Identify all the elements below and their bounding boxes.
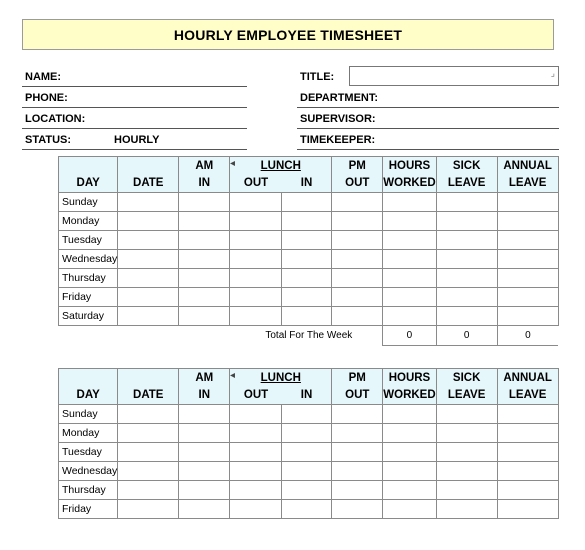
- lunch-out-cell[interactable]: [230, 500, 282, 519]
- lunch-out-cell[interactable]: [230, 462, 282, 481]
- lunch-in-cell[interactable]: [282, 443, 332, 462]
- day-cell: Sunday: [59, 193, 118, 212]
- am-in-cell[interactable]: [179, 231, 230, 250]
- phone-label: PHONE:: [25, 92, 68, 104]
- header-lunch-out: OUT: [230, 387, 282, 405]
- table-row: [59, 500, 559, 519]
- week2-timesheet-table: [58, 368, 559, 519]
- table-row: [59, 250, 559, 269]
- lunch-out-cell[interactable]: [230, 250, 282, 269]
- pm-out-cell[interactable]: [332, 250, 383, 269]
- header-pm: PM: [332, 157, 383, 175]
- am-in-cell[interactable]: [179, 307, 230, 326]
- header-lunch: [230, 157, 332, 175]
- am-in-cell[interactable]: [179, 193, 230, 212]
- lunch-in-cell[interactable]: [282, 424, 332, 443]
- sick-leave-cell[interactable]: [436, 462, 497, 481]
- day-cell: Friday: [59, 288, 118, 307]
- lunch-in-cell[interactable]: [282, 462, 332, 481]
- pm-out-cell[interactable]: [332, 405, 383, 424]
- hours-worked-cell[interactable]: [383, 462, 436, 481]
- department-field[interactable]: [297, 88, 559, 108]
- title-label: TITLE:: [300, 71, 335, 83]
- day-cell: Thursday: [59, 481, 118, 500]
- status-value: HOURLY: [114, 134, 160, 146]
- lunch-in-cell[interactable]: [282, 193, 332, 212]
- table-row: [59, 193, 559, 212]
- lunch-label: LUNCH: [260, 371, 301, 384]
- day-cell: Monday: [59, 212, 118, 231]
- header-lunch-in: IN: [282, 387, 332, 405]
- header-hours: HOURS: [383, 157, 436, 175]
- header-blank: [118, 157, 179, 175]
- pm-out-cell[interactable]: [332, 481, 383, 500]
- timesheet-title: HOURLY EMPLOYEE TIMESHEET: [22, 19, 554, 50]
- header-hours: HOURS: [383, 369, 436, 387]
- table-row: [59, 443, 559, 462]
- pm-out-cell[interactable]: [332, 424, 383, 443]
- header-pm-out: OUT: [332, 387, 383, 405]
- lunch-in-cell[interactable]: [282, 500, 332, 519]
- sick-leave-cell[interactable]: [436, 424, 497, 443]
- lunch-out-cell[interactable]: [230, 424, 282, 443]
- status-field[interactable]: [22, 130, 247, 150]
- header-date: DATE: [118, 175, 179, 193]
- status-label: STATUS:: [25, 134, 72, 146]
- title-field-label-wrap: [297, 67, 349, 87]
- total-label: Total For The Week: [265, 330, 353, 342]
- table-row: [59, 481, 559, 500]
- header-annual: ANNUAL: [497, 369, 558, 387]
- date-cell[interactable]: [118, 500, 179, 519]
- header-annual-leave: LEAVE: [497, 387, 558, 405]
- sick-leave-cell[interactable]: [436, 443, 497, 462]
- lunch-in-cell[interactable]: [282, 288, 332, 307]
- total-row: [59, 326, 559, 346]
- location-label: LOCATION:: [25, 113, 86, 125]
- date-cell[interactable]: [118, 462, 179, 481]
- total-hours: 0: [383, 326, 436, 346]
- annual-leave-cell[interactable]: [497, 307, 558, 326]
- pm-out-cell[interactable]: [332, 231, 383, 250]
- sick-leave-cell[interactable]: [436, 500, 497, 519]
- hours-worked-cell[interactable]: [383, 481, 436, 500]
- annual-leave-cell[interactable]: [497, 443, 558, 462]
- table-row: [59, 307, 559, 326]
- total-sick: 0: [436, 326, 497, 346]
- annual-leave-cell[interactable]: [497, 250, 558, 269]
- header-sick: SICK: [436, 369, 497, 387]
- header-blank: [118, 369, 179, 387]
- lunch-in-cell[interactable]: [282, 405, 332, 424]
- lunch-out-cell[interactable]: [230, 231, 282, 250]
- am-in-cell[interactable]: [179, 443, 230, 462]
- am-in-cell[interactable]: [179, 212, 230, 231]
- am-in-cell[interactable]: [179, 424, 230, 443]
- annual-leave-cell[interactable]: [497, 193, 558, 212]
- sick-leave-cell[interactable]: [436, 481, 497, 500]
- lunch-out-cell[interactable]: [230, 212, 282, 231]
- table-row: [59, 288, 559, 307]
- annual-leave-cell[interactable]: [497, 288, 558, 307]
- day-cell: Wednesday: [59, 250, 118, 269]
- header-day: DAY: [59, 175, 118, 193]
- week1-rows: [59, 193, 559, 326]
- total-annual: 0: [497, 326, 558, 346]
- annual-leave-cell[interactable]: [497, 462, 558, 481]
- header-annual: ANNUAL: [497, 157, 558, 175]
- am-in-cell[interactable]: [179, 481, 230, 500]
- header-worked: WORKED: [383, 175, 436, 193]
- hours-worked-cell[interactable]: [383, 405, 436, 424]
- pm-out-cell[interactable]: [332, 500, 383, 519]
- name-label: NAME:: [25, 71, 62, 83]
- sick-leave-cell[interactable]: [436, 193, 497, 212]
- date-cell[interactable]: [118, 307, 179, 326]
- lunch-in-cell[interactable]: [282, 250, 332, 269]
- am-in-cell[interactable]: [179, 288, 230, 307]
- resize-handle-icon: ⌟: [550, 68, 555, 78]
- header-date: DATE: [118, 387, 179, 405]
- header-blank: [59, 369, 118, 387]
- hours-worked-cell[interactable]: [383, 443, 436, 462]
- department-label: DEPARTMENT:: [300, 92, 379, 104]
- hours-worked-cell[interactable]: [383, 424, 436, 443]
- pm-out-cell[interactable]: [332, 212, 383, 231]
- lunch-in-cell[interactable]: [282, 212, 332, 231]
- sick-leave-cell[interactable]: [436, 288, 497, 307]
- header-sick: SICK: [436, 157, 497, 175]
- date-cell[interactable]: [118, 212, 179, 231]
- day-cell: Friday: [59, 500, 118, 519]
- sick-leave-cell[interactable]: [436, 307, 497, 326]
- sick-leave-cell[interactable]: [436, 250, 497, 269]
- header-worked: WORKED: [383, 387, 436, 405]
- lunch-out-cell[interactable]: [230, 443, 282, 462]
- phone-field[interactable]: [22, 88, 247, 108]
- am-in-cell[interactable]: [179, 462, 230, 481]
- hours-worked-cell[interactable]: [383, 307, 436, 326]
- am-in-cell[interactable]: [179, 269, 230, 288]
- table-row: [59, 405, 559, 424]
- date-cell[interactable]: [118, 481, 179, 500]
- lunch-out-cell[interactable]: [230, 307, 282, 326]
- am-in-cell[interactable]: [179, 405, 230, 424]
- hours-worked-cell[interactable]: [383, 269, 436, 288]
- date-cell[interactable]: [118, 443, 179, 462]
- pm-out-cell[interactable]: [332, 193, 383, 212]
- annual-leave-cell[interactable]: [497, 231, 558, 250]
- hours-worked-cell[interactable]: [383, 193, 436, 212]
- date-cell[interactable]: [118, 424, 179, 443]
- hours-worked-cell[interactable]: [383, 231, 436, 250]
- supervisor-field[interactable]: [297, 109, 559, 129]
- arrow-left-icon: ◀: [230, 373, 235, 379]
- arrow-left-icon: ◀: [230, 161, 235, 167]
- header-annual-leave: LEAVE: [497, 175, 558, 193]
- date-cell[interactable]: [118, 231, 179, 250]
- table-row: [59, 462, 559, 481]
- day-cell: Sunday: [59, 405, 118, 424]
- date-cell[interactable]: [118, 405, 179, 424]
- annual-leave-cell[interactable]: [497, 405, 558, 424]
- table-row: [59, 212, 559, 231]
- am-in-cell[interactable]: [179, 500, 230, 519]
- date-cell[interactable]: [118, 250, 179, 269]
- header-pm: PM: [332, 369, 383, 387]
- day-cell: Tuesday: [59, 231, 118, 250]
- week2-rows: [59, 405, 559, 519]
- title-input[interactable]: [349, 66, 559, 86]
- pm-out-cell[interactable]: [332, 307, 383, 326]
- supervisor-label: SUPERVISOR:: [300, 113, 376, 125]
- lunch-out-cell[interactable]: [230, 269, 282, 288]
- hours-worked-cell[interactable]: [383, 288, 436, 307]
- hours-worked-cell[interactable]: [383, 250, 436, 269]
- name-field[interactable]: [22, 67, 247, 87]
- annual-leave-cell[interactable]: [497, 212, 558, 231]
- day-cell: Monday: [59, 424, 118, 443]
- date-cell[interactable]: [118, 269, 179, 288]
- sick-leave-cell[interactable]: [436, 231, 497, 250]
- pm-out-cell[interactable]: [332, 462, 383, 481]
- table-row: [59, 424, 559, 443]
- day-cell: Thursday: [59, 269, 118, 288]
- lunch-in-cell[interactable]: [282, 307, 332, 326]
- week1-timesheet-table: [58, 156, 559, 346]
- lunch-in-cell[interactable]: [282, 269, 332, 288]
- day-cell: Tuesday: [59, 443, 118, 462]
- date-cell[interactable]: [118, 193, 179, 212]
- header-sick-leave: LEAVE: [436, 387, 497, 405]
- day-cell: Wednesday: [59, 462, 118, 481]
- annual-leave-cell[interactable]: [497, 500, 558, 519]
- pm-out-cell[interactable]: [332, 269, 383, 288]
- day-cell: Saturday: [59, 307, 118, 326]
- annual-leave-cell[interactable]: [497, 481, 558, 500]
- header-am: AM: [179, 369, 230, 387]
- lunch-label: LUNCH: [260, 159, 301, 172]
- sick-leave-cell[interactable]: [436, 212, 497, 231]
- header-lunch-in: IN: [282, 175, 332, 193]
- pm-out-cell[interactable]: [332, 288, 383, 307]
- header-lunch-out: OUT: [230, 175, 282, 193]
- lunch-out-cell[interactable]: [230, 481, 282, 500]
- lunch-in-cell[interactable]: [282, 481, 332, 500]
- hours-worked-cell[interactable]: [383, 212, 436, 231]
- date-cell[interactable]: [118, 288, 179, 307]
- lunch-in-cell[interactable]: [282, 231, 332, 250]
- header-sick-leave: LEAVE: [436, 175, 497, 193]
- table-row: [59, 269, 559, 288]
- hours-worked-cell[interactable]: [383, 500, 436, 519]
- timekeeper-label: TIMEKEEPER:: [300, 134, 376, 146]
- location-field[interactable]: [22, 109, 247, 129]
- lunch-out-cell[interactable]: [230, 288, 282, 307]
- sick-leave-cell[interactable]: [436, 405, 497, 424]
- am-in-cell[interactable]: [179, 250, 230, 269]
- pm-out-cell[interactable]: [332, 443, 383, 462]
- lunch-out-cell[interactable]: [230, 405, 282, 424]
- header-pm-out: OUT: [332, 175, 383, 193]
- annual-leave-cell[interactable]: [497, 269, 558, 288]
- table-row: [59, 231, 559, 250]
- lunch-out-cell[interactable]: [230, 193, 282, 212]
- header-blank: [59, 157, 118, 175]
- header-am-in: IN: [179, 387, 230, 405]
- header-day: DAY: [59, 387, 118, 405]
- annual-leave-cell[interactable]: [497, 424, 558, 443]
- header-am: AM: [179, 157, 230, 175]
- header-am-in: IN: [179, 175, 230, 193]
- header-lunch: [230, 369, 332, 387]
- sick-leave-cell[interactable]: [436, 269, 497, 288]
- timekeeper-field[interactable]: [297, 130, 559, 150]
